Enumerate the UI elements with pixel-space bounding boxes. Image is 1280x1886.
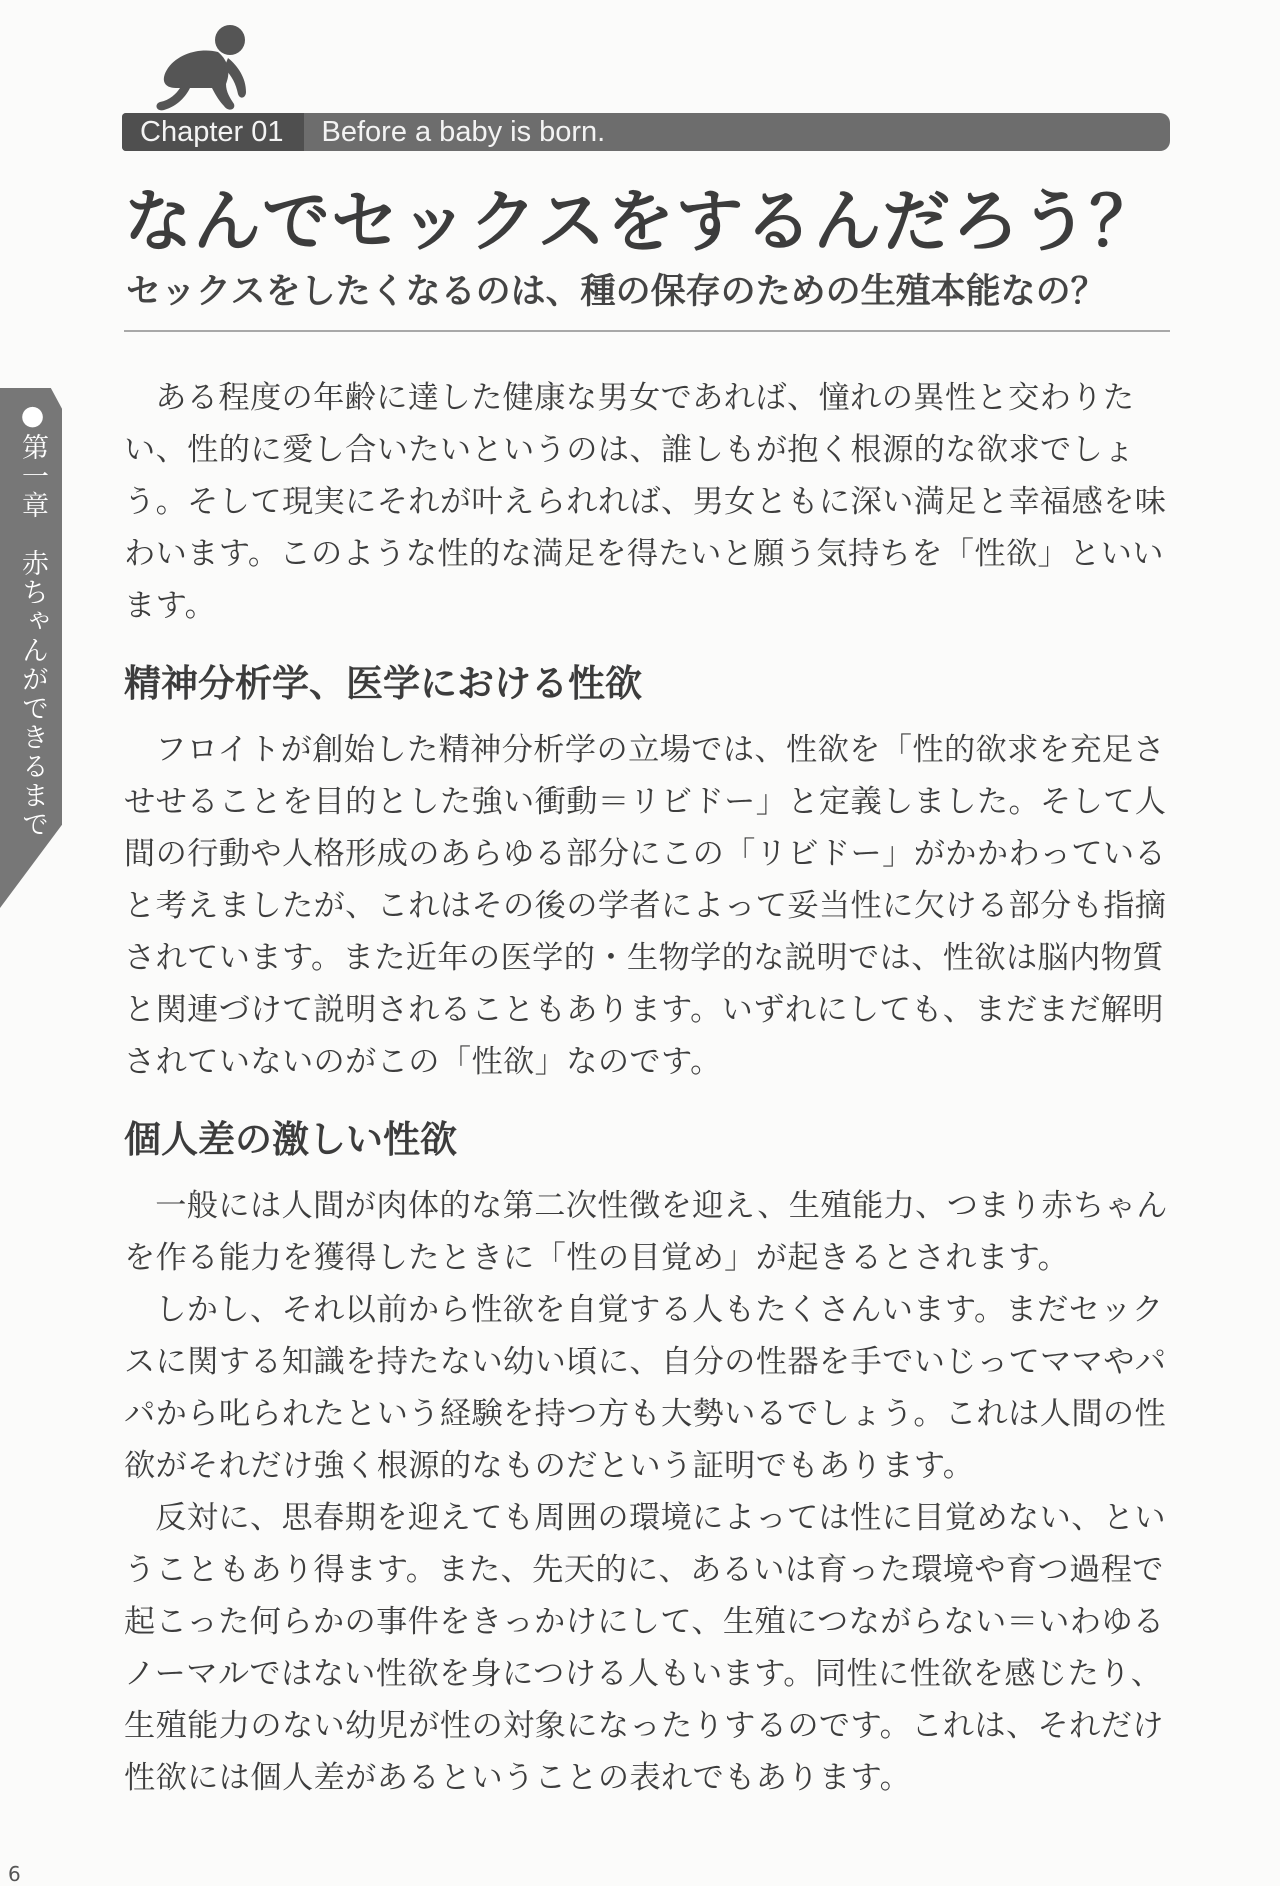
title-divider bbox=[124, 330, 1170, 332]
chapter-header-bar bbox=[122, 113, 1170, 151]
page-number: 6 bbox=[8, 1862, 21, 1886]
section-paragraph: フロイトが創始した精神分析学の立場では、性欲を「性的欲求を充足させせることを目的とした強い衝動＝リビドー」と定義しました。そして人間の行動や人格形成のあらゆる部分にこの「リビドー」がかかわっていると考えましたが、これはその後の学者によって妥当性に欠ける部分も指摘されています。また近年の医学的・生物学的な説明では、性欲は脳内物質と関連づけて説明されることもあります。いずれにしても、まだまだ解明されていないのがこの「性欲」なのです。 bbox=[124, 732, 1167, 1080]
chapter-subtitle: Before a baby is born. bbox=[321, 115, 606, 148]
section-heading: 精神分析学、医学における性欲 bbox=[124, 662, 642, 705]
intro-paragraph: ある程度の年齢に達した健康な男女であれば、憧れの異性と交わりたい、性的に愛し合いたいというのは、誰しもが抱く根源的な欲求でしょう。そして現実にそれが叶えられれば、男女ともに深い満足と幸福感を味わいます。このような性的な満足を得たいと願う気持ちを「性欲」といいます。 bbox=[124, 380, 1167, 624]
section-paragraph: 一般には人間が肉体的な第二次性徴を迎え、生殖能力、つまり赤ちゃんを作る能力を獲得したときに「性の目覚め」が起きるとされます。 bbox=[124, 1188, 1168, 1276]
article-body bbox=[124, 372, 1180, 1804]
section-paragraph: 反対に、思春期を迎えても周囲の環境によっては性に目覚めない、ということもあり得ます。また、先天的に、あるいは育った環境や育つ過程で起こった何らかの事件をきっかけにして、生殖につながらない＝いわゆるノーマルではない性欲を身につける人もいます。同性に性欲を感じたり、生殖能力のない幼児が性の対象になったりするのです。これは、それだけ性欲には個人差があるということの表れでもあります。 bbox=[124, 1500, 1166, 1796]
crawling-baby-icon bbox=[150, 22, 260, 114]
page-subtitle: セックスをしたくなるのは、種の保存のための生殖本能なの？ bbox=[126, 272, 1106, 312]
page-title: なんでセックスをするんだろう？ bbox=[124, 183, 1159, 262]
chapter-label: Chapter 01 bbox=[122, 113, 304, 151]
side-tab-label: ●第一章 赤ちゃんができるまで bbox=[17, 400, 48, 839]
section-heading: 個人差の激しい性欲 bbox=[124, 1118, 457, 1161]
section-paragraph: しかし、それ以前から性欲を自覚する人もたくさんいます。まだセックスに関する知識を持たない幼い頃に、自分の性器を手でいじってママやパパから叱られたという経験を持つ方も大勢いるでしょう。これは人間の性欲がそれだけ強く根源的なものだという証明でもあります。 bbox=[124, 1292, 1167, 1484]
